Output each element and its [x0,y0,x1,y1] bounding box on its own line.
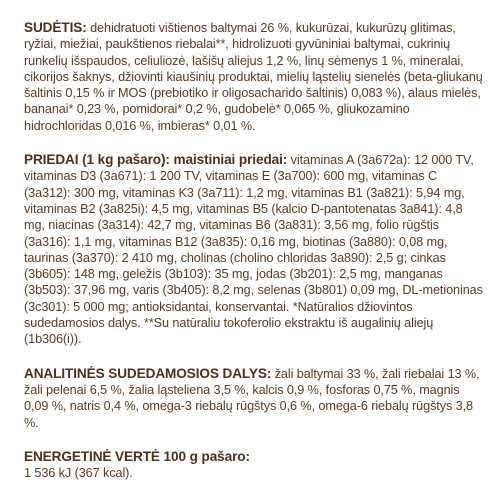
ingredients-paragraph [24,20,486,134]
ingredients-text: dehidratuoti vištienos baltymai 26 %, kukurūzai, kukurūzų glitimas, ryžiai, miežiai, paukštienos riebalai**, hidrolizuoti gyvūniniai baltymai, cukrinių runkelių išspaudos, celiuliozė, lašišų aliejus 1,2 %, linų sėmenys 1 %, mineralai, cikorijos šaknys, džiovinti kiaušinių produktai, mielių ląstelių sienelės (beta-gliukanų šaltinis 0,15 % ir MOS (prebiotiko ir oligosacharido šaltinis) 0,083 %), alaus mielės, bananai* 0,23 %, pomidorai* 0,2 %, gudobelė* 0,065 %, gliukozamino hidrochloridas 0,016 %, imbieras* 0,01 %. [24,21,483,133]
energy-paragraph [24,449,486,482]
analytical-text: žali baltymai 33 %, žali riebalai 13 %, žali pelenai 6,5 %, žalia ląsteliena 3,5 %, kalcis 0,9 %, fosforas 0,75 %, magnis 0,09 %, natris 0,4 %, omega-3 riebalų rūgštys 0,6 %, omega-6 riebalų rūgštys 3,8 %. [24,366,480,430]
additives-section [24,152,486,348]
additives-heading: PRIEDAI (1 kg pašaro): maistiniai priedai: [24,152,288,168]
energy-section [24,449,486,482]
energy-text: 1 536 kJ (367 kcal). [24,466,133,481]
additives-paragraph [24,152,486,348]
analytical-section [24,366,486,431]
analytical-paragraph [24,366,486,431]
additives-text: vitaminas A (3a672a): 12 000 TV, vitaminas D3 (3a671): 1 200 TV, vitaminas E (3a700): 600 mg, vitaminas C (3a312): 300 mg, vitaminas K3 (3a711): 1,2 mg, vitaminas B1 (3a821): 5,94 mg, vitaminas B2 (3a825i): 4,5 mg, vitaminas B5 (kalcio D-pantotenatas 3a841): 4,8 mg, niacinas (3a314): 42,7 mg, vitaminas B6 (3a831): 3,56 mg, folio rūgštis (3a316): 1,1 mg, vitaminas B12 (3a835): 0,16 mg, biotinas (3a880): 0,08 mg, taurinas (3a370): 2 410 mg, cholinas (cholino chloridas 3a890): 2,5 g; cinkas (3b605): 148 mg, geležis (3b103): 35 mg, jodas (3b201): 2,5 mg, manganas (3b503): 37,96 mg, varis (3b405): 8,2 mg, selenas (3b801) 0,09 mg, DL-metioninas (3c301): 5 000 mg; antioksidantai, konservantai. *Natūralios džiovintos sudedamosios dalys. **Su natūraliu tokoferolio ekstraktu iš augalinių aliejų (1b306(i)). [24,153,483,347]
energy-heading: ENERGETINĖ VERTĖ 100 g pašaro: [24,448,250,464]
label-text-panel [24,20,486,499]
ingredients-section [24,20,486,134]
analytical-heading: ANALITINĖS SUDEDAMOSIOS DALYS: [24,365,272,381]
ingredients-heading: SUDĖTIS: [24,20,87,35]
